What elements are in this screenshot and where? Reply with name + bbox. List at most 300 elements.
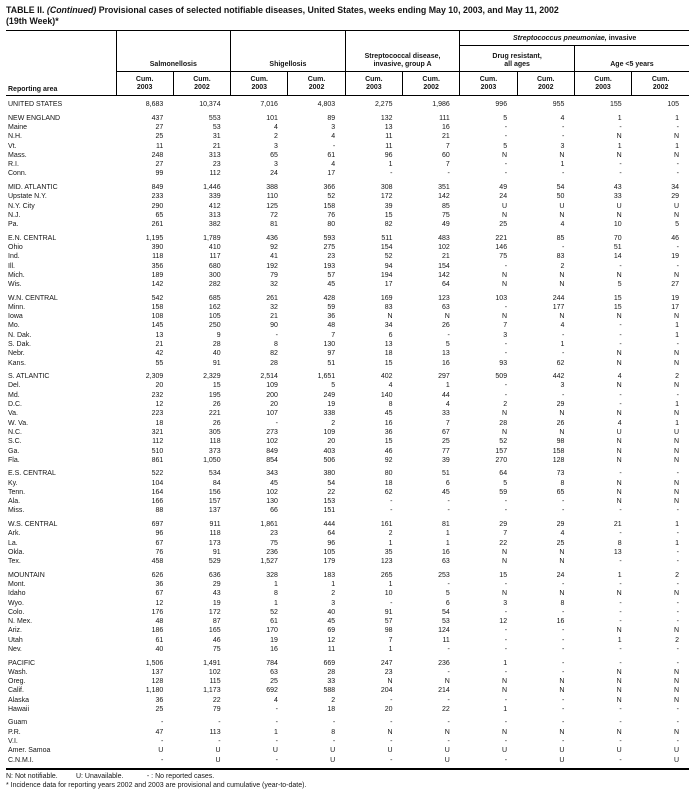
cell: 250 [208, 322, 221, 330]
cell: U [330, 747, 336, 755]
cell: - [447, 331, 450, 339]
cell: - [562, 696, 565, 704]
cell: N [616, 410, 622, 418]
cell: 8 [274, 341, 278, 349]
cell: 16 [442, 359, 450, 367]
cell: 351 [438, 183, 450, 191]
cell: 483 [438, 234, 450, 242]
cell: 273 [266, 428, 278, 436]
table-row [6, 668, 689, 677]
cell: 42 [155, 350, 164, 358]
cell: 4 [617, 419, 622, 427]
cell: 1 [675, 539, 680, 547]
cell: N [673, 678, 680, 686]
cell: 16 [442, 548, 450, 556]
cell: 1 [274, 599, 278, 607]
cell: - [562, 608, 565, 616]
cell: 62 [556, 359, 565, 367]
table-row [6, 151, 689, 160]
cell: 8,683 [145, 101, 164, 109]
cell: 356 [151, 262, 164, 270]
cell: 28 [499, 419, 508, 427]
cell: 65 [556, 488, 565, 496]
row-area: Vt. [8, 142, 17, 150]
cell: 28 [212, 341, 221, 349]
row-area: E.S. CENTRAL [8, 470, 56, 478]
cell: U [215, 756, 221, 764]
cell: 593 [323, 234, 336, 242]
row-area: Nebr. [8, 350, 25, 358]
cell: 11 [385, 142, 393, 150]
cell: 861 [151, 456, 164, 464]
table-header [6, 31, 689, 96]
cell: 1,527 [260, 558, 278, 566]
cell: U [502, 202, 508, 210]
cell: 1,195 [145, 234, 164, 242]
table-title-continued: (Continued) [46, 5, 97, 15]
cell: 402 [380, 373, 393, 381]
cell: 265 [380, 571, 393, 579]
cell: 2 [274, 133, 278, 141]
cell: 1 [274, 728, 278, 736]
cell: - [562, 627, 565, 635]
cell: 21 [613, 520, 622, 528]
row-area: Oreg. [8, 678, 26, 686]
cell: 63 [442, 303, 450, 311]
cell: 25 [442, 438, 450, 446]
cell: 19 [671, 253, 680, 261]
cell: - [160, 756, 164, 764]
cell: - [562, 636, 565, 644]
cell: 61 [270, 618, 278, 626]
table-row [6, 340, 689, 349]
cell: 156 [208, 488, 221, 496]
cell: 186 [151, 627, 164, 635]
cell: - [676, 719, 680, 727]
cell: 21 [442, 133, 450, 141]
row-area: N. Dak. [8, 331, 32, 339]
cell: 849 [266, 447, 278, 455]
cell: U [673, 747, 680, 755]
cell: 145 [151, 322, 164, 330]
cell: - [504, 123, 508, 131]
cell: 26 [556, 419, 565, 427]
cell: 282 [208, 281, 221, 289]
cell: 233 [151, 193, 164, 201]
table-row [6, 599, 689, 608]
cell: N [502, 590, 508, 598]
cell: 27 [671, 281, 680, 289]
cell: - [562, 350, 565, 358]
cell: 25 [499, 221, 508, 229]
cell: 1 [675, 419, 680, 427]
row-area: C.N.M.I. [8, 756, 34, 764]
cell: 1 [675, 114, 680, 122]
cell: U [158, 747, 164, 755]
cell: 13 [613, 548, 622, 556]
cell: 7,016 [260, 101, 278, 109]
cell: 137 [151, 668, 164, 676]
cell: N [559, 281, 565, 289]
cell: U [673, 756, 680, 764]
cell: 19 [327, 401, 336, 409]
row-area: N.H. [8, 133, 22, 141]
table-row [6, 696, 689, 705]
cell: - [332, 738, 336, 746]
cell: 2,329 [203, 373, 221, 381]
cell: 151 [323, 507, 336, 515]
cell: 26 [212, 419, 221, 427]
cell: 82 [384, 221, 393, 229]
cell: 158 [151, 303, 164, 311]
cell: - [562, 170, 565, 178]
cell: 124 [438, 627, 450, 635]
cell: - [275, 705, 278, 713]
strep-pneumoniae-species: Streptococcus pneumoniae, [512, 34, 607, 42]
cell: N [559, 558, 565, 566]
table-row [6, 192, 689, 201]
cell: 955 [552, 101, 565, 109]
cell: 21 [270, 313, 278, 321]
cell: 22 [499, 539, 508, 547]
cell: - [676, 161, 680, 169]
reporting-area-header: Reporting area [6, 31, 116, 96]
cell: N [673, 313, 680, 321]
cell: 553 [208, 114, 221, 122]
cell: 49 [499, 183, 508, 191]
cell: 2 [675, 636, 680, 644]
cell: 1 [675, 331, 680, 339]
cell: 72 [270, 211, 278, 219]
cell: 33 [327, 678, 336, 686]
cell: 5 [503, 142, 508, 150]
cell: N [673, 627, 680, 635]
cell: 53 [442, 618, 450, 626]
cell: 534 [208, 470, 221, 478]
cell: 13 [155, 331, 164, 339]
row-area: P.R. [8, 728, 21, 736]
row-area: Mont. [8, 580, 26, 588]
cell: 102 [208, 668, 221, 676]
cell: 102 [266, 438, 278, 446]
cell: 90 [270, 322, 278, 330]
cell: N [616, 313, 622, 321]
cell: - [275, 719, 278, 727]
cell: 195 [208, 391, 221, 399]
strep-a-line2: invasive, group A [373, 61, 432, 68]
cell: 146 [495, 243, 508, 251]
cell: 4,803 [317, 101, 336, 109]
cell: - [562, 391, 565, 399]
cell: 33 [613, 193, 622, 201]
cell: 51 [442, 470, 450, 478]
table-row [6, 456, 689, 465]
cell: 83 [384, 303, 393, 311]
cell: 18 [327, 705, 336, 713]
cell: N [616, 151, 622, 159]
cell: - [390, 498, 393, 506]
row-area: Idaho [8, 590, 26, 598]
cell: 21 [155, 341, 164, 349]
cell: 22 [442, 705, 450, 713]
cell: U [215, 747, 221, 755]
row-area: S. ATLANTIC [8, 373, 50, 381]
cell: 1 [617, 571, 622, 579]
table-row [6, 372, 689, 381]
cell: - [504, 170, 508, 178]
cell: U [559, 747, 565, 755]
cell: 11 [156, 142, 164, 150]
cell: N [673, 728, 680, 736]
row-area: E.N. CENTRAL [8, 234, 57, 242]
cell: N [559, 548, 565, 556]
table-row [6, 520, 689, 529]
cell: N [673, 271, 680, 279]
table-row [6, 437, 689, 446]
cell: 20 [384, 705, 393, 713]
cell: 221 [495, 234, 508, 242]
header-row-groups [6, 31, 689, 46]
cell: 3 [503, 331, 508, 339]
cell: - [504, 350, 508, 358]
cell: 5 [617, 281, 622, 289]
cell: 36 [384, 428, 393, 436]
cell: 47 [155, 728, 164, 736]
cell: 5 [331, 382, 336, 390]
cell: N [502, 548, 508, 556]
row-area: Alaska [8, 696, 30, 704]
cell: 18 [155, 419, 164, 427]
cell: 10 [613, 221, 622, 229]
cell: 15 [384, 359, 393, 367]
cell: 157 [495, 447, 508, 455]
cell: N [616, 447, 622, 455]
table-row [6, 737, 689, 746]
cell: 403 [323, 447, 336, 455]
cell: - [676, 123, 680, 131]
cell: 179 [323, 558, 336, 566]
cell: 169 [380, 294, 393, 302]
cell: 2,514 [260, 373, 278, 381]
cell: 62 [384, 488, 393, 496]
table-row [6, 705, 689, 714]
cum-year-header: Cum. 2002 [632, 72, 689, 96]
cell: 123 [380, 558, 393, 566]
cell: - [676, 470, 680, 478]
table-row [6, 428, 689, 437]
cell: 40 [155, 646, 164, 654]
table-body [6, 96, 689, 765]
cell: 17 [384, 281, 393, 289]
legend-not-notifiable: N: Not notifiable. [6, 772, 58, 780]
cell: 10,374 [199, 101, 221, 109]
cell: - [619, 470, 622, 478]
row-area: Utah [8, 636, 23, 644]
cell: 636 [208, 571, 221, 579]
cell: N [502, 687, 508, 695]
row-area: Guam [8, 719, 28, 727]
cum-year-header: Cum. 2003 [460, 72, 517, 96]
cell: 1,789 [203, 234, 221, 242]
cell: 511 [381, 234, 393, 242]
cell: N [387, 313, 393, 321]
cell: 39 [442, 456, 450, 464]
cell: 1,050 [203, 456, 221, 464]
cell: 542 [151, 294, 164, 302]
cell: 8 [331, 728, 336, 736]
cell: 1,446 [203, 183, 221, 191]
cell: 1 [617, 142, 622, 150]
cell: N [673, 382, 680, 390]
cell: 261 [266, 294, 278, 302]
cell: - [676, 659, 680, 667]
cell: 1,506 [145, 659, 164, 667]
cell: 128 [151, 678, 164, 686]
cell: - [390, 696, 393, 704]
cell: - [619, 123, 622, 131]
cell: - [160, 738, 164, 746]
cell: 63 [442, 558, 450, 566]
cell: 223 [151, 410, 164, 418]
cell: N [559, 678, 565, 686]
cell: - [676, 738, 680, 746]
cell: - [562, 331, 565, 339]
table-row [6, 271, 689, 280]
cell: - [390, 507, 393, 515]
cell: 91 [212, 548, 221, 556]
cell: 8 [274, 590, 278, 598]
cell: 28 [270, 359, 278, 367]
cell: 313 [208, 151, 221, 159]
cell: 153 [323, 498, 336, 506]
cell: 2 [503, 401, 508, 409]
cell: N [673, 456, 680, 464]
cell: - [562, 498, 565, 506]
cell: - [390, 738, 393, 746]
cell: U [330, 756, 336, 764]
cell: - [676, 705, 680, 713]
cell: 247 [380, 659, 393, 667]
cell: N [616, 438, 622, 446]
cell: 101 [266, 114, 278, 122]
cell: 158 [552, 447, 565, 455]
cell: 39 [384, 202, 393, 210]
table-row [6, 234, 689, 243]
cell: 25 [155, 705, 164, 713]
cell: 3 [560, 142, 565, 150]
table-row [6, 303, 689, 312]
footnotes [6, 770, 689, 791]
cell: 20 [327, 438, 336, 446]
table-row [6, 220, 689, 229]
cell: 15 [613, 294, 622, 302]
cell: 1 [274, 580, 278, 588]
table-row [6, 645, 689, 654]
cell: 1 [503, 705, 508, 713]
cell: 1 [675, 142, 680, 150]
cell: - [504, 668, 508, 676]
cell: 436 [266, 234, 278, 242]
table-row [6, 400, 689, 409]
cell: N [673, 668, 680, 676]
cell: N [502, 151, 508, 159]
row-area: N.J. [8, 211, 21, 219]
row-area: N. Mex. [8, 618, 33, 626]
cell: 4 [388, 382, 393, 390]
cell: 7 [503, 530, 508, 538]
cell: 2 [675, 373, 680, 381]
cell: - [275, 419, 278, 427]
cell: 290 [151, 202, 164, 210]
cell: - [562, 580, 565, 588]
table-row [6, 114, 689, 123]
row-area: MID. ATLANTIC [8, 183, 58, 191]
cell: 3 [503, 599, 508, 607]
legend-unavailable: U: Unavailable. [75, 772, 124, 780]
cell: 43 [613, 183, 622, 191]
cell: 53 [212, 123, 221, 131]
cell: 11 [442, 636, 450, 644]
row-area: NEW ENGLAND [8, 114, 61, 122]
cell: N [444, 678, 450, 686]
cell: 155 [610, 101, 622, 109]
cell: 55 [155, 359, 164, 367]
cell: 34 [384, 322, 393, 330]
cell: 428 [323, 294, 336, 302]
cell: 45 [327, 618, 336, 626]
cell: 54 [327, 479, 336, 487]
row-area: Minn. [8, 303, 26, 311]
cell: U [616, 747, 622, 755]
cell: 4 [560, 114, 565, 122]
cell: 87 [212, 618, 221, 626]
incidence-footnote: * Incidence data for reporting years 2002 and 2003 are provisional and cumulative (year-to-date). [6, 782, 307, 790]
cell: N [616, 687, 622, 695]
cell: 11 [385, 133, 393, 141]
cell: N [559, 410, 565, 418]
cell: U [673, 428, 680, 436]
cell: 36 [155, 580, 164, 588]
cell: 44 [442, 391, 450, 399]
cell: 46 [212, 636, 221, 644]
cell: 142 [438, 193, 450, 201]
cell: 105 [667, 101, 680, 109]
cell: 85 [442, 202, 450, 210]
cell: 300 [208, 271, 221, 279]
cell: 21 [442, 253, 450, 261]
row-area: Calif. [8, 687, 24, 695]
cell: 270 [495, 456, 508, 464]
table-row [6, 636, 689, 645]
cell: - [619, 530, 622, 538]
cell: - [447, 719, 450, 727]
cell: - [619, 558, 622, 566]
row-area: N.C. [8, 428, 22, 436]
cell: 321 [151, 428, 164, 436]
cell: N [616, 350, 622, 358]
row-area: Tenn. [8, 488, 26, 496]
cell: 48 [155, 618, 164, 626]
row-area: Iowa [8, 313, 23, 321]
cell: 112 [209, 170, 221, 178]
cell: 23 [384, 668, 393, 676]
cell: 52 [327, 193, 336, 201]
cell: - [275, 331, 278, 339]
cell: - [562, 659, 565, 667]
cell: 51 [327, 359, 336, 367]
cell: 996 [495, 101, 508, 109]
table-row [6, 202, 689, 211]
